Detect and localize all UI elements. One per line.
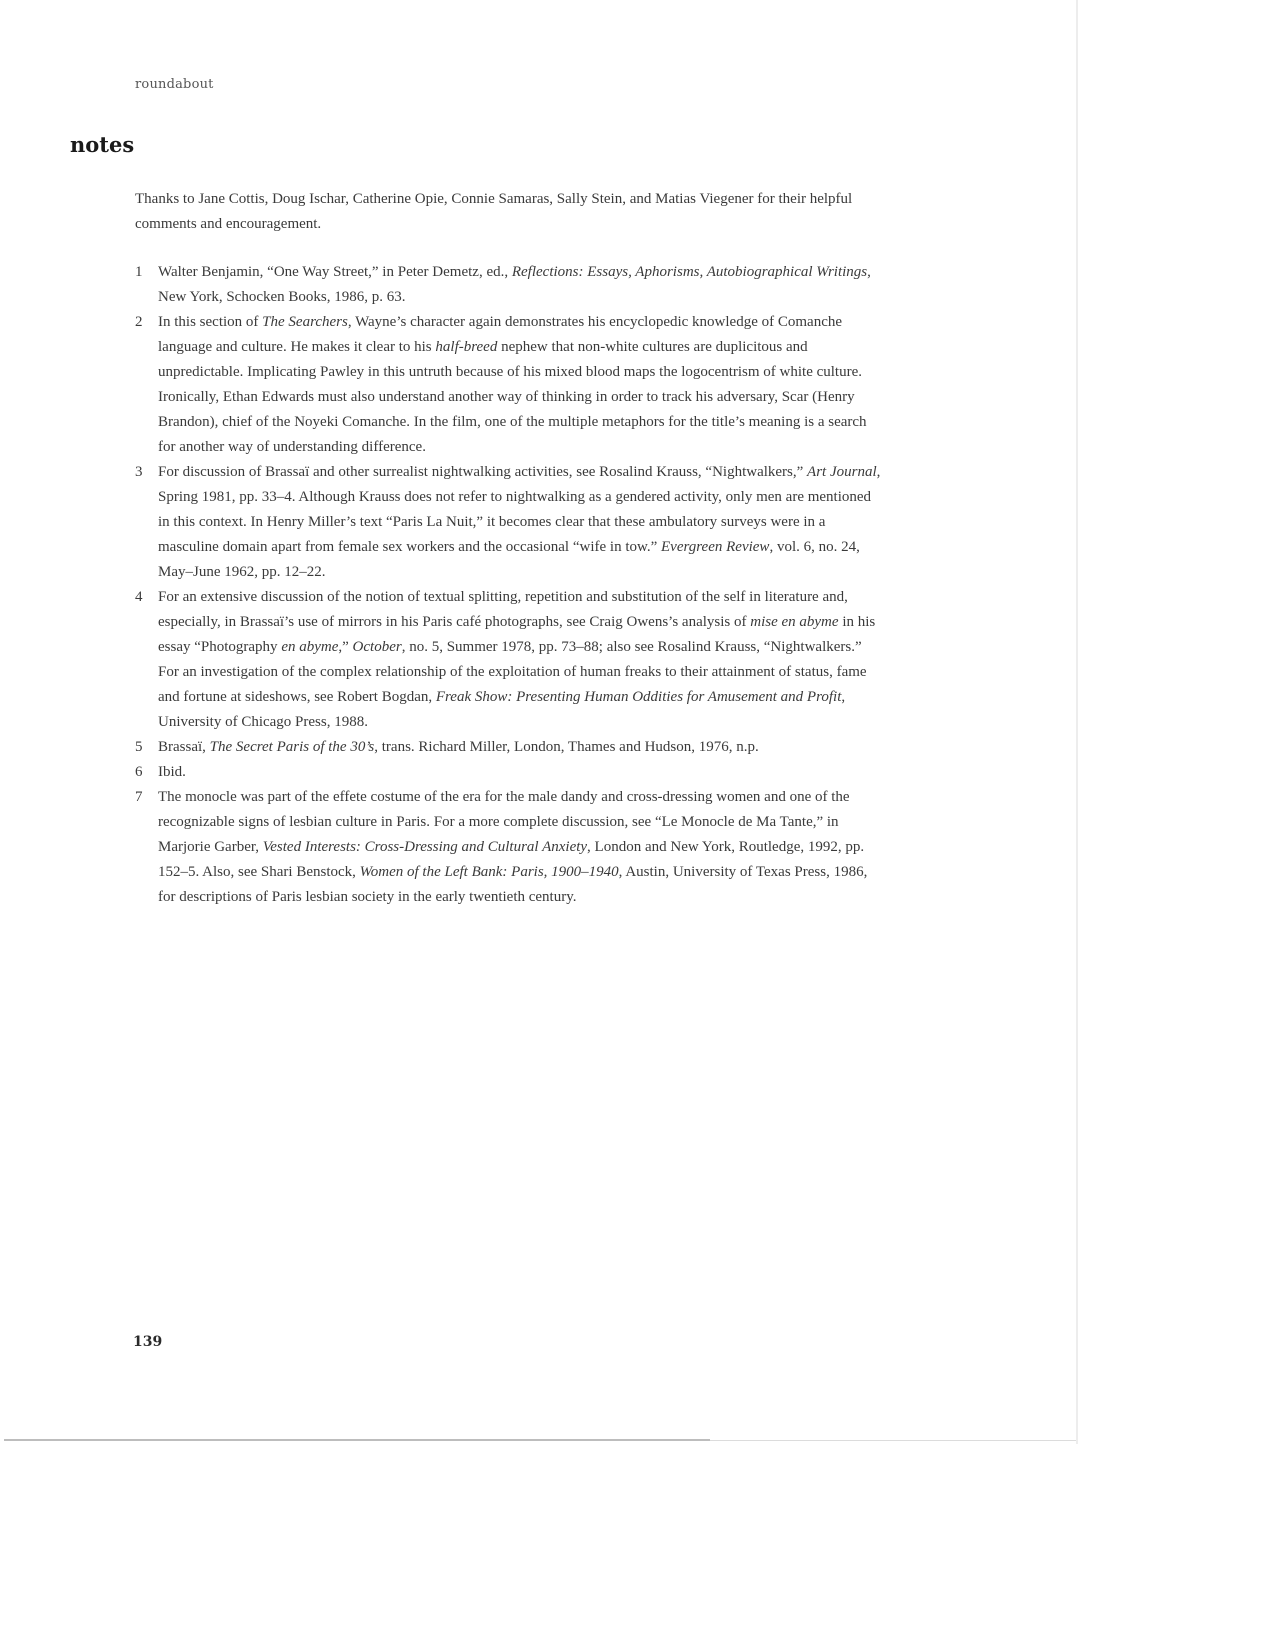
footnote-text — [158, 264, 871, 305]
footnote-text-segment: Walter Benjamin, “One Way Street,” in Peter Demetz, ed., — [158, 264, 512, 280]
footnote-item — [135, 310, 883, 460]
footnote-text-segment: Ibid. — [158, 764, 186, 780]
footnote-text-segment: The monocle was part of the effete costume of the era for the male dandy and cross-dressing women and one of the recognizable signs of lesbian culture in Paris. For a more complete discussion, see “Le Monocle de Ma Tante,” in Marjorie Garber, — [158, 789, 850, 855]
footnote-text-segment: Brassaï, — [158, 739, 210, 755]
footnote-text-segment: nephew that non-white cultures are duplicitous and unpredictable. Implicating Pawley in this untruth because of his mixed blood maps the logocentrism of white culture. Ironically, Ethan Edwards must also understand another way of thinking in order to track his adversary, Scar (Henry Brandon), chief of the Noyeki Comanche. In the film, one of the multiple metaphors for the title’s meaning is a search for another way of understanding difference. — [158, 339, 867, 455]
footnote-text-segment: , Spring 1981, pp. 33–4. Although Krauss does not refer to nightwalking as a gendered activity, only men are mentioned in this context. In Henry Miller’s text “Paris La Nuit,” it becomes clear that these ambulatory surveys were in a masculine domain apart from female sex workers and the occasional “wife in tow.” — [158, 464, 881, 555]
footnote-text-segment: in his essay “Photography — [158, 614, 876, 655]
footnote-text-segment: For an extensive discussion of the notion of textual splitting, repetition and substitution of the self in literature and, especially, in Brassaï’s use of mirrors in his Paris café photographs, see Craig Owens’s analysis of — [158, 589, 848, 630]
footnote-item — [135, 585, 883, 735]
footnote-text — [158, 764, 186, 780]
footnote-text-segment: In this section of — [158, 314, 263, 330]
footnote-title-italic: Art Journal — [807, 464, 877, 480]
scan-bottom-edge-light — [710, 1440, 1076, 1441]
footnote-title-italic: mise en abyme — [750, 614, 839, 630]
footnote-text — [158, 314, 867, 455]
footnote-text-segment: , trans. Richard Miller, London, Thames and Hudson, 1976, n.p. — [374, 739, 759, 755]
footnote-number: 2 — [135, 314, 143, 330]
running-head: roundabout — [135, 77, 214, 92]
section-title: notes — [70, 132, 135, 157]
footnote-text-segment: , no. 5, Summer 1978, pp. 73–88; also see Rosalind Krauss, “Nightwalkers.” For an investigation of the complex relationship of the exploitation of human freaks to their attainment of status, fame and fortune at sideshows, see Robert Bogdan, — [158, 639, 867, 705]
footnote-text-segment: , University of Chicago Press, 1988. — [158, 689, 846, 730]
footnote-title-italic: Evergreen Review — [661, 539, 770, 555]
footnote-text — [158, 739, 759, 755]
footnote-number: 5 — [135, 739, 143, 755]
footnote-text-segment: ,” — [338, 639, 353, 655]
footnote-number: 6 — [135, 764, 143, 780]
footnote-title-italic: Freak Show: Presenting Human Oddities for Amusement and Profit — [435, 689, 842, 705]
footnote-title-italic: en abyme — [281, 639, 339, 655]
footnote-text — [158, 589, 875, 730]
footnote-text-segment: For discussion of Brassaï and other surrealist nightwalking activities, see Rosalind Krauss, “Nightwalkers,” — [158, 464, 808, 480]
footnote-text-segment: , Austin, University of Texas Press, 1986, for descriptions of Paris lesbian society in the early twentieth century. — [158, 864, 868, 905]
footnote-item — [135, 735, 883, 760]
footnote-title-italic: half-breed — [435, 339, 498, 355]
footnote-number: 1 — [135, 264, 143, 280]
footnote-text-segment: , vol. 6, no. 24, May–June 1962, pp. 12–22. — [158, 539, 860, 580]
footnote-item — [135, 260, 883, 310]
footnote-title-italic: October — [352, 639, 402, 655]
footnote-title-italic: Reflections: Essays, Aphorisms, Autobiographical Writings — [511, 264, 868, 280]
footnote-title-italic: The Searchers — [262, 314, 348, 330]
footnote-item — [135, 460, 883, 585]
footnote-item — [135, 785, 883, 910]
scan-right-edge — [1076, 0, 1078, 1444]
acknowledgment-paragraph: Thanks to Jane Cottis, Doug Ischar, Catherine Opie, Connie Samaras, Sally Stein, and Matias Viegener for their helpful comments and encouragement. — [135, 191, 853, 232]
footnote-text-segment: , London and New York, Routledge, 1992, pp. 152–5. Also, see Shari Benstock, — [158, 839, 865, 880]
footnote-text-segment: , Wayne’s character again demonstrates his encyclopedic knowledge of Comanche language and culture. He makes it clear to his — [158, 314, 843, 355]
footnote-title-italic: Vested Interests: Cross-Dressing and Cultural Anxiety — [262, 839, 588, 855]
footnote-text — [158, 464, 880, 580]
footnote-text-segment: , New York, Schocken Books, 1986, p. 63. — [158, 264, 871, 305]
footnote-number: 4 — [135, 589, 143, 605]
footnote-title-italic: Women of the Left Bank: Paris, 1900–1940 — [359, 864, 619, 880]
scan-bottom-edge — [4, 1439, 710, 1441]
page-number: 139 — [133, 1334, 163, 1350]
notes-list — [135, 260, 883, 910]
footnote-number: 7 — [135, 789, 143, 805]
footnote-text — [158, 789, 867, 905]
footnote-number: 3 — [135, 464, 143, 480]
footnote-item — [135, 760, 883, 785]
footnote-title-italic: The Secret Paris of the 30’s — [209, 739, 375, 755]
